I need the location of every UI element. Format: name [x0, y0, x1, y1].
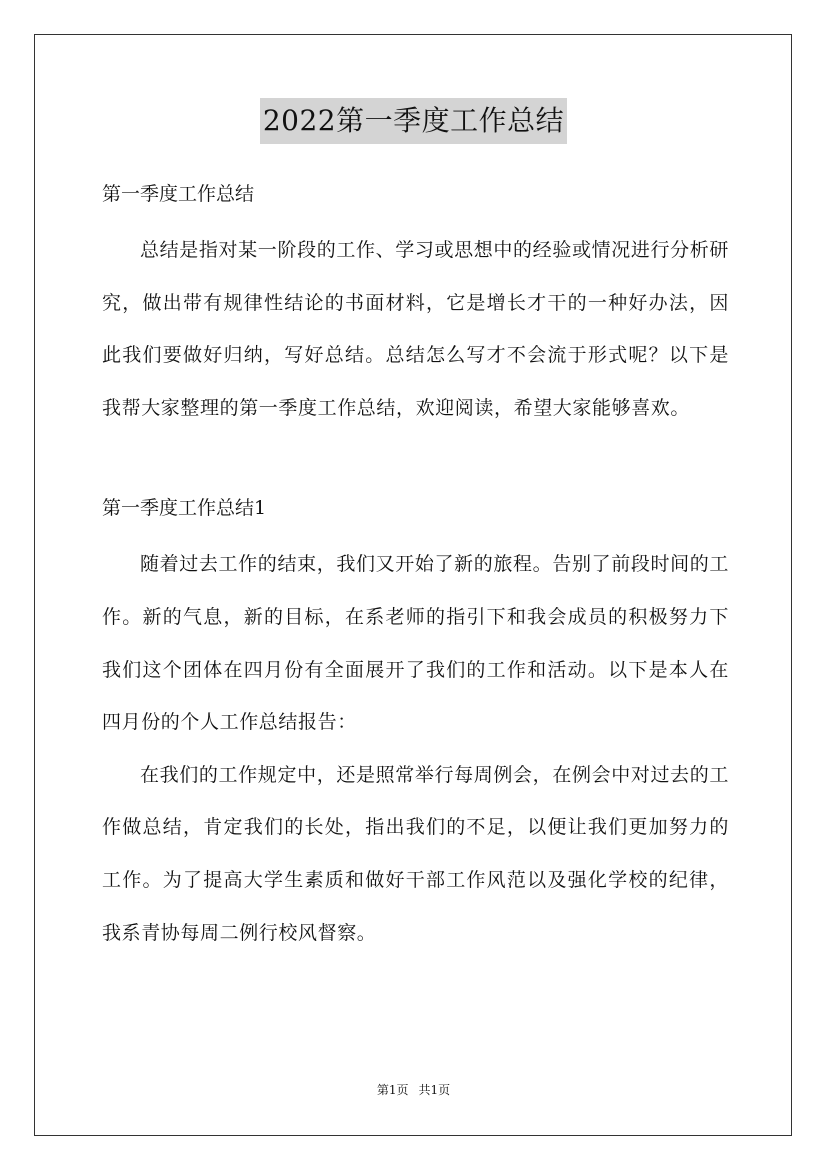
paragraph: 随着过去工作的结束，我们又开始了新的旅程。告别了前段时间的工作。新的气息，新的目标，在系老师的指引下和我会成员的积极努力下我们这个团体在四月份有全面展开了我们的工作和活动。以下是本人在四月份的个人工作总结报告：: [102, 553, 729, 734]
paragraph: 总结是指对某一阶段的工作、学习或思想中的经验或情况进行分析研究，做出带有规律性结论的书面材料，它是增长才干的一种好办法，因此我们要做好归纳，写好总结。总结怎么写才不会流于形式呢？以下是我帮大家整理的第一季度工作总结，欢迎阅读，希望大家能够喜欢。: [102, 239, 729, 419]
section-spacer: [102, 434, 729, 486]
page-footer: [0, 1082, 827, 1098]
paragraph: 在我们的工作规定中，还是照常举行每周例会，在例会中对过去的工作做总结，肯定我们的长处，指出我们的不足，以便让我们更加努力的工作。为了提高大学生素质和做好干部工作风范以及强化学校的纪律，我系青协每周二例行校风督察。: [102, 763, 729, 944]
spacer: [102, 530, 729, 538]
section-heading: 第一季度工作总结1: [102, 497, 267, 520]
document-title: 2022第一季度工作总结: [260, 98, 567, 144]
section-heading: 第一季度工作总结: [102, 183, 255, 205]
page-number-current: 第1页: [376, 1083, 409, 1097]
section-intro: [102, 172, 729, 434]
document-body: [102, 172, 729, 959]
page-number-total: 共1页: [418, 1083, 451, 1097]
section-summary-1: [102, 486, 729, 959]
title-container: [0, 98, 827, 144]
spacer: [102, 216, 729, 224]
